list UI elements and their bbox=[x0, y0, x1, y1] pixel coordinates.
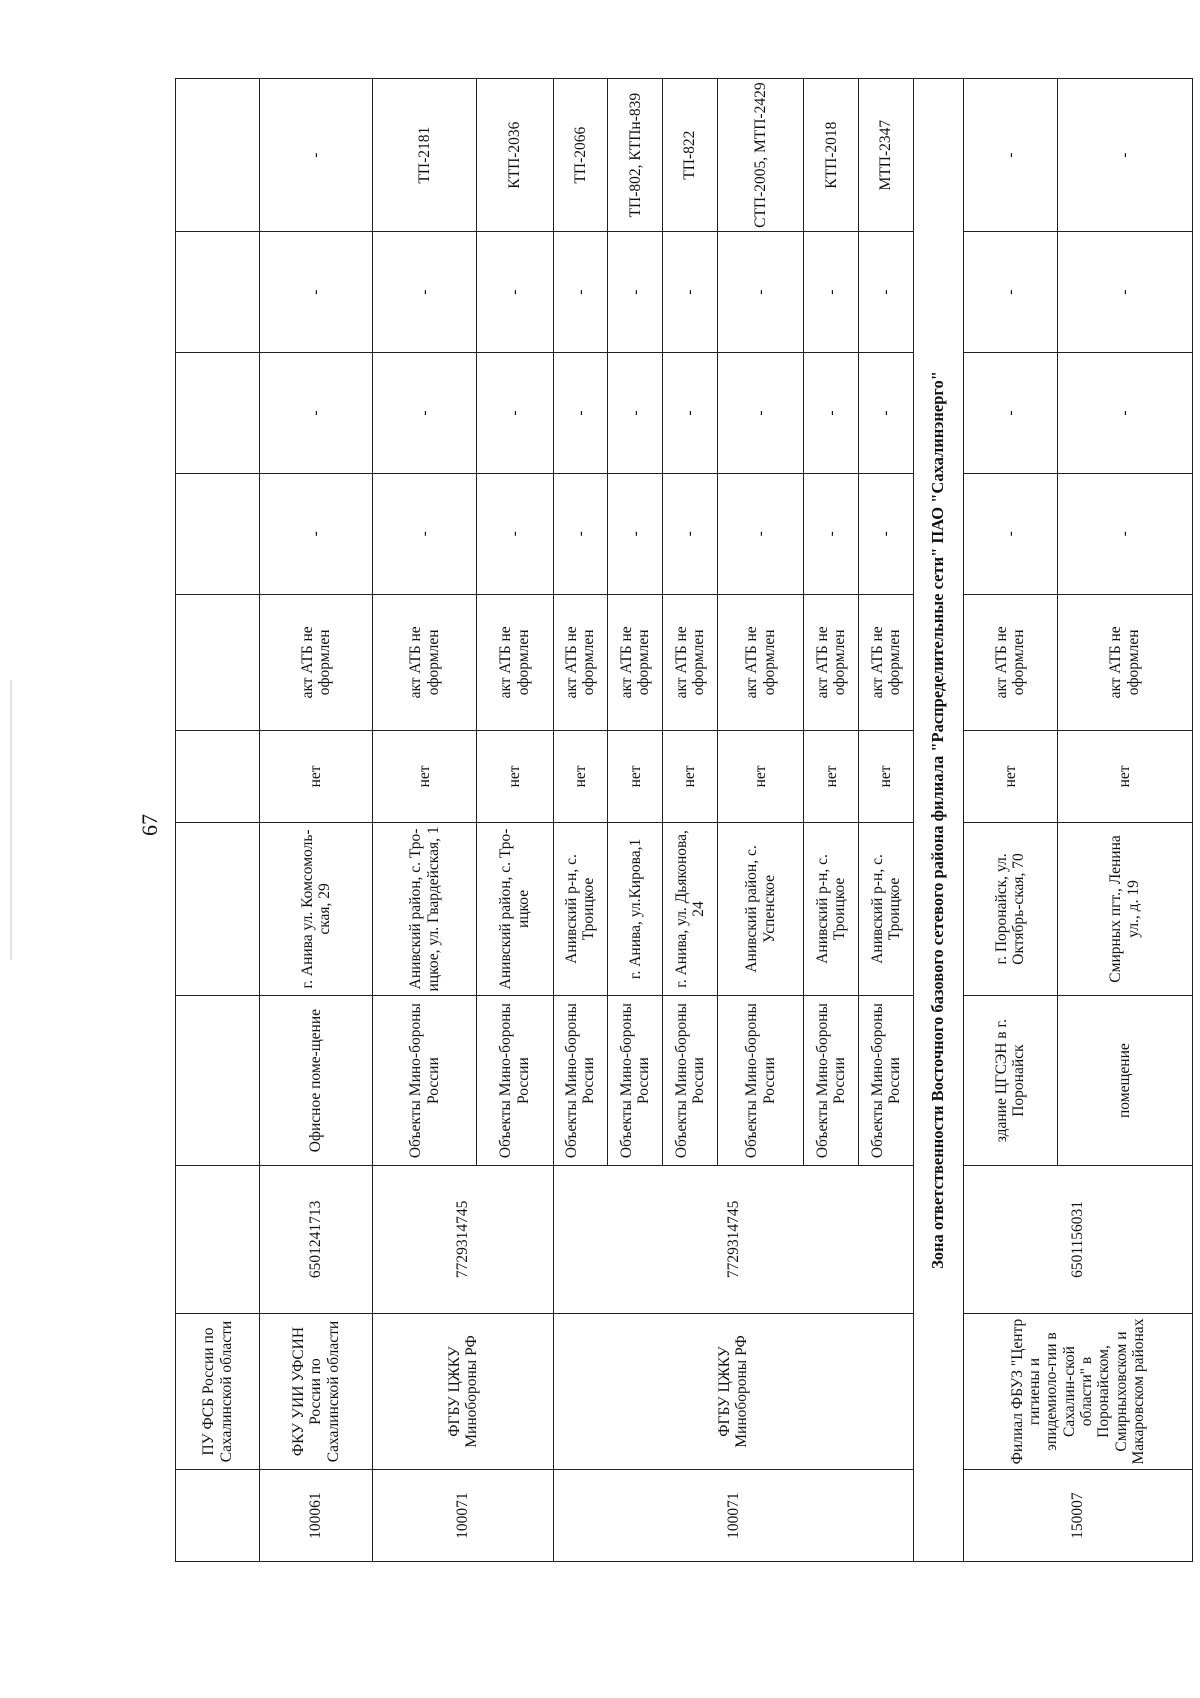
act-cell: акт АТБ не оформлен bbox=[373, 594, 477, 730]
page-number: 67 bbox=[137, 814, 162, 836]
tp-cell: КТП-2036 bbox=[476, 79, 553, 232]
act-cell: акт АТБ не оформлен bbox=[804, 594, 859, 730]
dash-cell: - bbox=[1057, 232, 1192, 353]
dash-cell: - bbox=[717, 473, 803, 594]
table-row bbox=[260, 79, 373, 1562]
address-cell: Анивский р-н, с. Троицкое bbox=[553, 822, 608, 995]
flag-cell: нет bbox=[476, 731, 553, 823]
dash-cell: - bbox=[963, 353, 1057, 474]
dash-cell: - bbox=[717, 353, 803, 474]
dash-cell: - bbox=[663, 473, 718, 594]
tp-cell: ТП-2181 bbox=[373, 79, 477, 232]
org-cell: Филиал ФБУЗ "Центр гигиены и эпидемиоло-гии в Сахалин-ской области" в Поронайском, Смирныховском и Макаровском районах bbox=[963, 1313, 1192, 1470]
address-cell: Анивский р-н, с. Троицкое bbox=[804, 822, 859, 995]
address-cell: Анивский район, с. Тро-ицкое bbox=[476, 822, 553, 995]
inn-cell: 7729314745 bbox=[553, 1166, 913, 1314]
tp-cell: ТП-2066 bbox=[553, 79, 608, 232]
dash-cell: - bbox=[963, 473, 1057, 594]
dash-cell: - bbox=[260, 473, 373, 594]
dash-cell: - bbox=[608, 473, 663, 594]
org-cell: ФГБУ ЦЖКУ Минобороны РФ bbox=[373, 1313, 553, 1470]
act-cell: акт АТБ не оформлен bbox=[553, 594, 608, 730]
address-cell: г. Анива ул. Комсомоль-ская, 29 bbox=[260, 822, 373, 995]
code-cell: 100071 bbox=[553, 1470, 913, 1562]
dash-cell: - bbox=[553, 473, 608, 594]
table-row bbox=[373, 79, 477, 1562]
address-cell: Смирных пгт., Ленина ул., д. 19 bbox=[1057, 822, 1192, 995]
inn-cell: 6501241713 bbox=[260, 1166, 373, 1314]
object-cell: Офисное поме-щение bbox=[260, 996, 373, 1166]
tp-cell: - bbox=[1057, 79, 1192, 232]
dash-cell: - bbox=[1057, 473, 1192, 594]
object-cell: Объекты Мино-бороны России bbox=[663, 996, 718, 1166]
tp-cell: ТП-802, КТПн-839 bbox=[608, 79, 663, 232]
tp-cell: - bbox=[963, 79, 1057, 232]
flag-cell: нет bbox=[1057, 731, 1192, 823]
object-cell: Объекты Мино-бороны России bbox=[373, 996, 477, 1166]
dash-cell: - bbox=[553, 353, 608, 474]
act-cell: акт АТБ не оформлен bbox=[1057, 594, 1192, 730]
object-cell: помещение bbox=[1057, 996, 1192, 1166]
table-row bbox=[913, 79, 963, 1562]
flag-cell: нет bbox=[260, 731, 373, 823]
dash-cell: - bbox=[804, 232, 859, 353]
address-cell: г. Анива, ул. Дьяконова, 24 bbox=[663, 822, 718, 995]
flag-cell: нет bbox=[804, 731, 859, 823]
dash-cell: - bbox=[663, 232, 718, 353]
org-cell: ПУ ФСБ России по Сахалинской области bbox=[176, 1313, 260, 1470]
code-cell: 100061 bbox=[260, 1470, 373, 1562]
scan-edge-mark bbox=[10, 680, 12, 960]
dash-cell: - bbox=[717, 232, 803, 353]
tp-cell: - bbox=[260, 79, 373, 232]
act-cell: акт АТБ не оформлен bbox=[608, 594, 663, 730]
tp-cell: МТП-2347 bbox=[859, 79, 914, 232]
table-row bbox=[963, 79, 1057, 1562]
dash-cell: - bbox=[859, 232, 914, 353]
dash-cell: - bbox=[553, 232, 608, 353]
inn-cell: 6501156031 bbox=[963, 1166, 1192, 1314]
dash-cell: - bbox=[608, 232, 663, 353]
flag-cell: нет bbox=[859, 731, 914, 823]
dash-cell: - bbox=[608, 353, 663, 474]
dash-cell: - bbox=[476, 232, 553, 353]
dash-cell: - bbox=[476, 473, 553, 594]
dash-cell: - bbox=[373, 473, 477, 594]
dash-cell: - bbox=[1057, 353, 1192, 474]
object-cell: Объекты Мино-бороны России bbox=[476, 996, 553, 1166]
act-cell: акт АТБ не оформлен bbox=[717, 594, 803, 730]
dash-cell: - bbox=[804, 353, 859, 474]
act-cell: акт АТБ не оформлен bbox=[963, 594, 1057, 730]
flag-cell: нет bbox=[963, 731, 1057, 823]
act-cell: акт АТБ не оформлен bbox=[260, 594, 373, 730]
object-cell: Объекты Мино-бороны России bbox=[717, 996, 803, 1166]
flag-cell: нет bbox=[663, 731, 718, 823]
address-cell: г. Поронайск, ул. Октябрь-ская, 70 bbox=[963, 822, 1057, 995]
dash-cell: - bbox=[859, 353, 914, 474]
act-cell: акт АТБ не оформлен bbox=[859, 594, 914, 730]
act-cell: акт АТБ не оформлен bbox=[476, 594, 553, 730]
dash-cell: - bbox=[373, 232, 477, 353]
object-cell: Объекты Мино-бороны России bbox=[553, 996, 608, 1166]
dash-cell: - bbox=[963, 232, 1057, 353]
org-cell: ФКУ УИИ УФСИН России по Сахалинской области bbox=[260, 1313, 373, 1470]
object-cell: Объекты Мино-бороны России bbox=[608, 996, 663, 1166]
address-cell: г. Анива, ул.Кирова,1 bbox=[608, 822, 663, 995]
flag-cell: нет bbox=[717, 731, 803, 823]
inn-cell: 7729314745 bbox=[373, 1166, 553, 1314]
org-cell: ФГБУ ЦЖКУ Минобороны РФ bbox=[553, 1313, 913, 1470]
tp-cell: КТП-2018 bbox=[804, 79, 859, 232]
code-cell: 100071 bbox=[373, 1470, 553, 1562]
dash-cell: - bbox=[859, 473, 914, 594]
tp-cell: СТП-2005, МТП-2429 bbox=[717, 79, 803, 232]
code-cell: 150007 bbox=[963, 1470, 1192, 1562]
dash-cell: - bbox=[476, 353, 553, 474]
flag-cell: нет bbox=[553, 731, 608, 823]
object-cell: Объекты Мино-бороны России bbox=[804, 996, 859, 1166]
dash-cell: - bbox=[260, 232, 373, 353]
address-cell: Анивский район, с. Тро-ицкое, ул. Гвардейская, 1 bbox=[373, 822, 477, 995]
address-cell: Анивский р-н, с. Троицкое bbox=[859, 822, 914, 995]
tp-cell: ТП-822 bbox=[663, 79, 718, 232]
flag-cell: нет bbox=[608, 731, 663, 823]
rotated-table-wrapper bbox=[175, 78, 1193, 1562]
zone-heading: Зона ответственности Восточного базового сетевого района филиала "Распределительные сети" ПАО "Сахалинэнерго" bbox=[913, 79, 963, 1562]
dash-cell: - bbox=[260, 353, 373, 474]
address-cell: Анивский район, с. Успенское bbox=[717, 822, 803, 995]
flag-cell: нет bbox=[373, 731, 477, 823]
dash-cell: - bbox=[804, 473, 859, 594]
dash-cell: - bbox=[373, 353, 477, 474]
act-cell: акт АТБ не оформлен bbox=[663, 594, 718, 730]
object-cell: здание ЦГСЭН в г. Поронайск bbox=[963, 996, 1057, 1166]
object-cell: Объекты Мино-бороны России bbox=[859, 996, 914, 1166]
table-row bbox=[176, 79, 260, 1562]
dash-cell: - bbox=[663, 353, 718, 474]
responsibility-table bbox=[175, 78, 1193, 1562]
table-row bbox=[553, 79, 608, 1562]
